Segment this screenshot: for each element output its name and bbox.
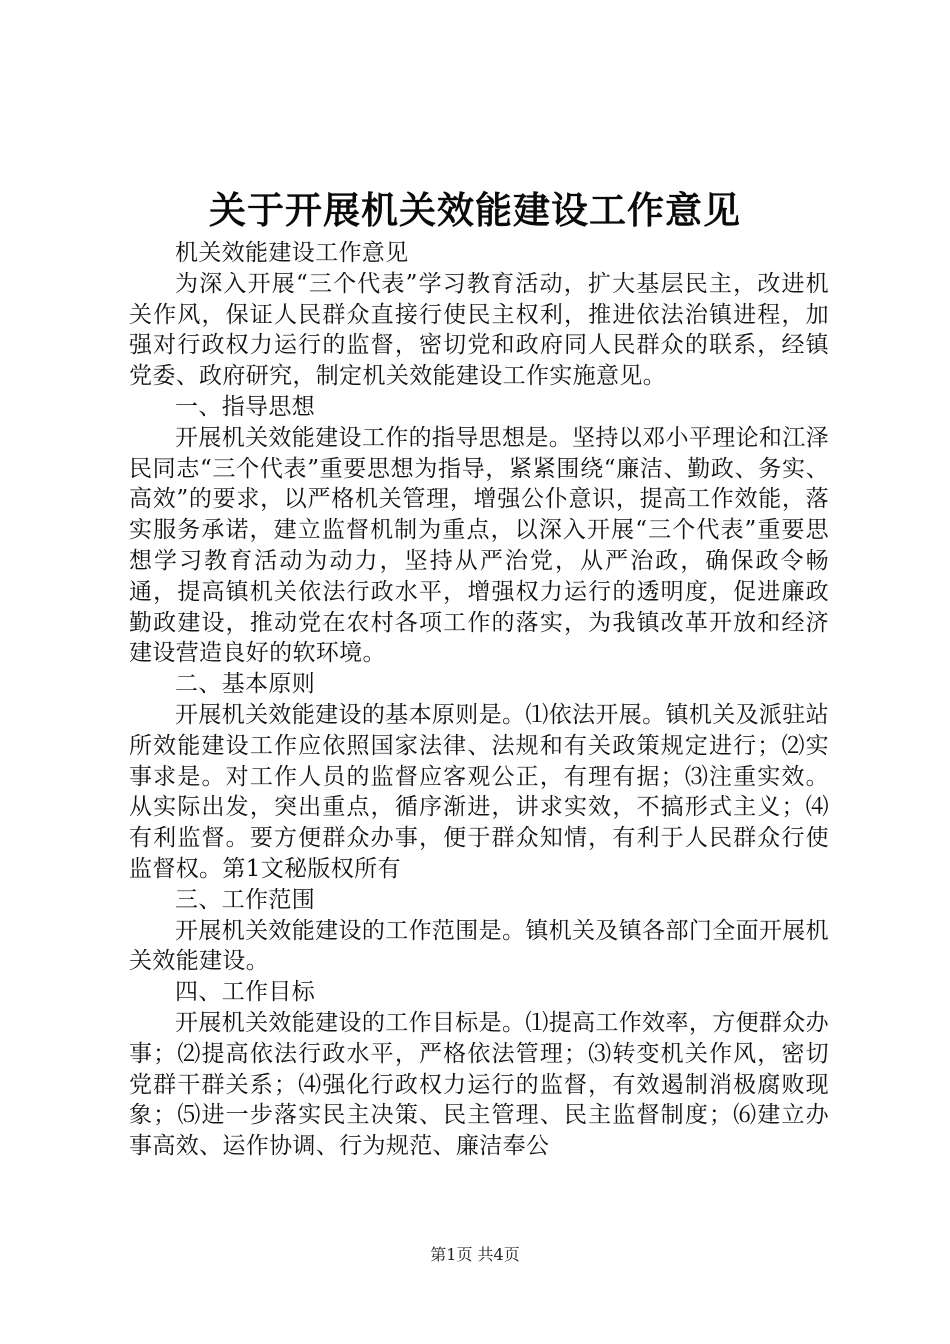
section-heading-work-scope: 三、工作范围 xyxy=(175,886,316,913)
subtitle-paragraph: 机关效能建设工作意见 xyxy=(175,240,409,266)
page-number-footer: 第1页 共4页 xyxy=(430,1245,520,1264)
document-title: 关于开展机关效能建设工作意见 xyxy=(209,188,741,232)
section-heading-basic-principles: 二、基本原则 xyxy=(175,671,316,698)
work-goals-paragraph: 开展机关效能建设的工作目标是。⑴提高工作效率，方便群众办事；⑵提高依法行政水平，严格依法管理；⑶转变机关作风，密切党群干群关系；⑷强化行政权力运行的监督，有效遏制消极腐败现象；⑸进一步落实民主决策、民主管理、民主监督制度；⑹建立办事高效、运作协调、行为规范、廉洁奉公 xyxy=(129,1009,829,1160)
intro-paragraph: 为深入开展“三个代表”学习教育活动，扩大基层民主，改进机关作风，保证人民群众直接行使民主权利，推进依法治镇进程，加强对行政权力运行的监督，密切党和政府同人民群众的联系，经镇党委、政府研究，制定机关效能建设工作实施意见。 xyxy=(129,270,829,390)
guiding-ideology-paragraph: 开展机关效能建设工作的指导思想是。坚持以邓小平理论和江泽民同志“三个代表”重要思想为指导，紧紧围绕“廉洁、勤政、务实、高效”的要求，以严格机关管理，增强公仆意识，提高工作效能，落实服务承诺，建立监督机制为重点，以深入开展“三个代表”重要思想学习教育活动为动力，坚持从严治党，从严治政，确保政令畅通，提高镇机关依法行政水平，增强权力运行的透明度，促进廉政勤政建设，推动党在农村各项工作的落实，为我镇改革开放和经济建设营造良好的软环境。 xyxy=(129,424,829,667)
section-heading-work-goals: 四、工作目标 xyxy=(175,979,316,1006)
section-heading-guiding-ideology: 一、指导思想 xyxy=(175,393,316,420)
basic-principles-paragraph: 开展机关效能建设的基本原则是。⑴依法开展。镇机关及派驻站所效能建设工作应依照国家法律、法规和有关政策规定进行；⑵实事求是。对工作人员的监督应客观公正，有理有据；⑶注重实效。从实际出发，突出重点，循序渐进，讲求实效，不搞形式主义；⑷有利监督。要方便群众办事，便于群众知情，有利于人民群众行使监督权。第1文秘版权所有 xyxy=(129,701,829,882)
work-scope-paragraph: 开展机关效能建设的工作范围是。镇机关及镇各部门全面开展机关效能建设。 xyxy=(129,917,829,975)
document-body xyxy=(129,238,829,1162)
